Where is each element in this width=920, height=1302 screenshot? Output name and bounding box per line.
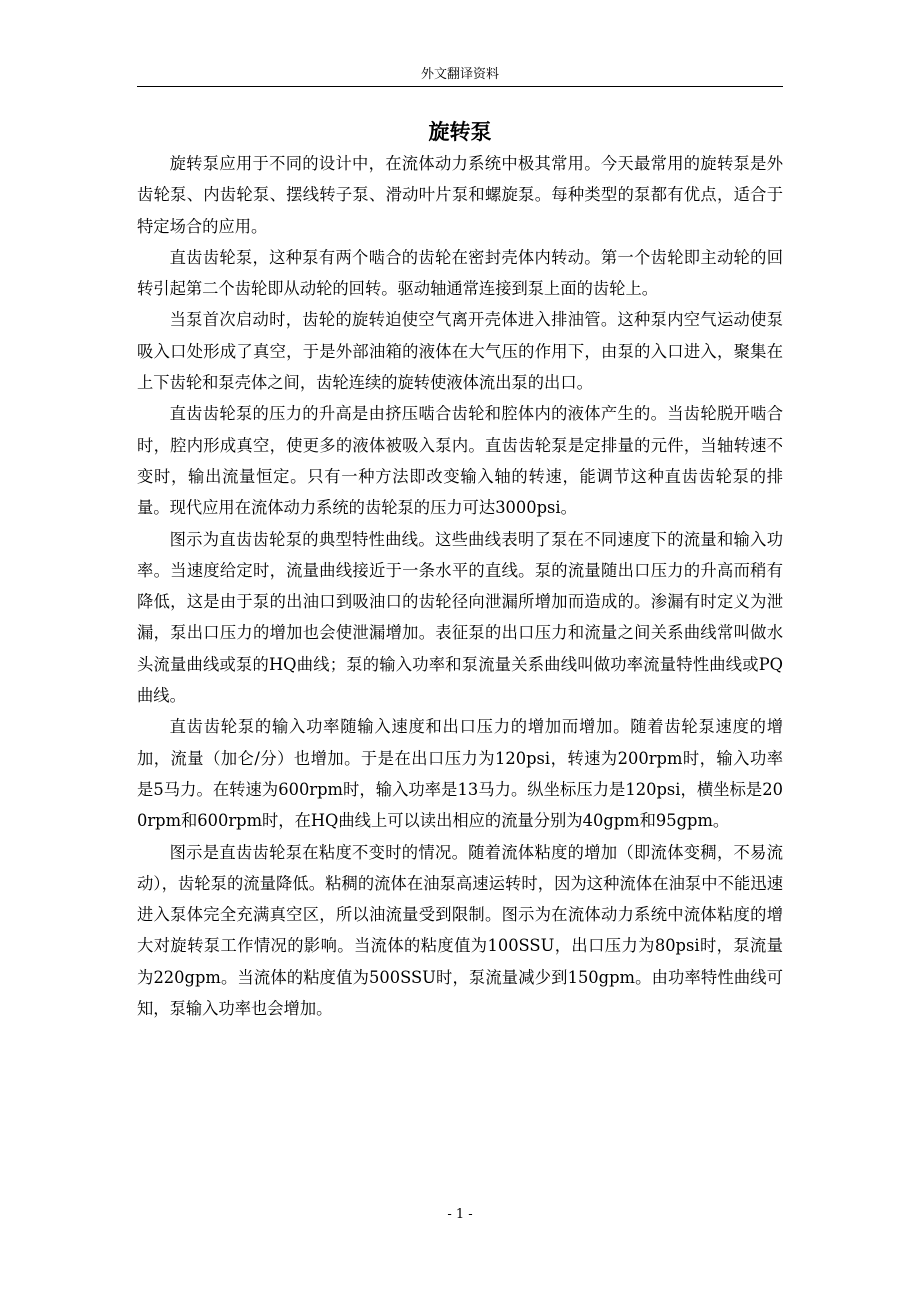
paragraph-7: 图示是直齿齿轮泵在粘度不变时的情况。随着流体粘度的增加（即流体变稠，不易流动），齿轮泵的流量降低。粘稠的流体在油泵高速运转时，因为这种流体在油泵中不能迅速进入泵体完全充满真空区，所以油流量受到限制。图示为在流体动力系统中流体粘度的增大对旋转泵工作情况的影响。当流体的粘度值为100SSU，出口压力为80psi时，泵流量为220gpm。当流体的粘度值为500SSU时，泵流量减少到150gpm。由功率特性曲线可知，泵输入功率也会增加。 (137, 842, 783, 1019)
paragraph-1: 旋转泵应用于不同的设计中，在流体动力系统中极其常用。今天最常用的旋转泵是外齿轮泵、内齿轮泵、摆线转子泵、滑动叶片泵和螺旋泵。每种类型的泵都有优点，适合于特定场合的应用。 (137, 154, 783, 236)
document-title: 旋转泵 (428, 120, 492, 144)
page-header: 外文翻译资料 (420, 67, 499, 82)
page-number: - 1 - (447, 1207, 473, 1222)
paragraph-3: 当泵首次启动时，齿轮的旋转迫使空气离开壳体进入排油管。这种泵内空气运动使泵吸入口处形成了真空，于是外部油箱的液体在大气压的作用下，由泵的入口进入，聚集在上下齿轮和泵壳体之间，齿轮连续的旋转使液体流出泵的出口。 (137, 310, 783, 393)
paragraph-5: 图示为直齿齿轮泵的典型特性曲线。这些曲线表明了泵在不同速度下的流量和输入功率。当速度给定时，流量曲线接近于一条水平的直线。泵的流量随出口压力的升高而稍有降低，这是由于泵的出油口到吸油口的齿轮径向泄漏所增加而造成的。渗漏有时定义为泄漏，泵出口压力的增加也会使泄漏增加。表征泵的出口压力和流量之间关系曲线常叫做水头流量曲线或泵的HQ曲线；泵的输入功率和泵流量关系曲线叫做功率流量特性曲线或PQ曲线。 (137, 529, 783, 706)
paragraph-6: 直齿齿轮泵的输入功率随输入速度和出口压力的增加而增加。随着齿轮泵速度的增加，流量（加仑/分）也增加。于是在出口压力为120psi，转速为200rpm时，输入功率是5马力。在转速为600rpm时，输入功率是13马力。纵坐标压力是120psi，横坐标是200rpm和600rpm时，在HQ曲线上可以读出相应的流量分别为40gpm和95gpm。 (137, 717, 783, 831)
paragraph-4: 直齿齿轮泵的压力的升高是由挤压啮合齿轮和腔体内的液体产生的。当齿轮脱开啮合时，腔内形成真空，使更多的液体被吸入泵内。直齿齿轮泵是定排量的元件，当轴转速不变时，输出流量恒定。只有一种方法即改变输入轴的转速，能调节这种直齿齿轮泵的排量。现代应用在流体动力系统的齿轮泵的压力可达3000psi。 (137, 404, 783, 518)
header-rule (137, 86, 783, 87)
paragraph-2: 直齿齿轮泵，这种泵有两个啮合的齿轮在密封壳体内转动。第一个齿轮即主动轮的回转引起第二个齿轮即从动轮的回转。驱动轴通常连接到泵上面的齿轮上。 (137, 247, 783, 299)
body-text (137, 148, 783, 1024)
